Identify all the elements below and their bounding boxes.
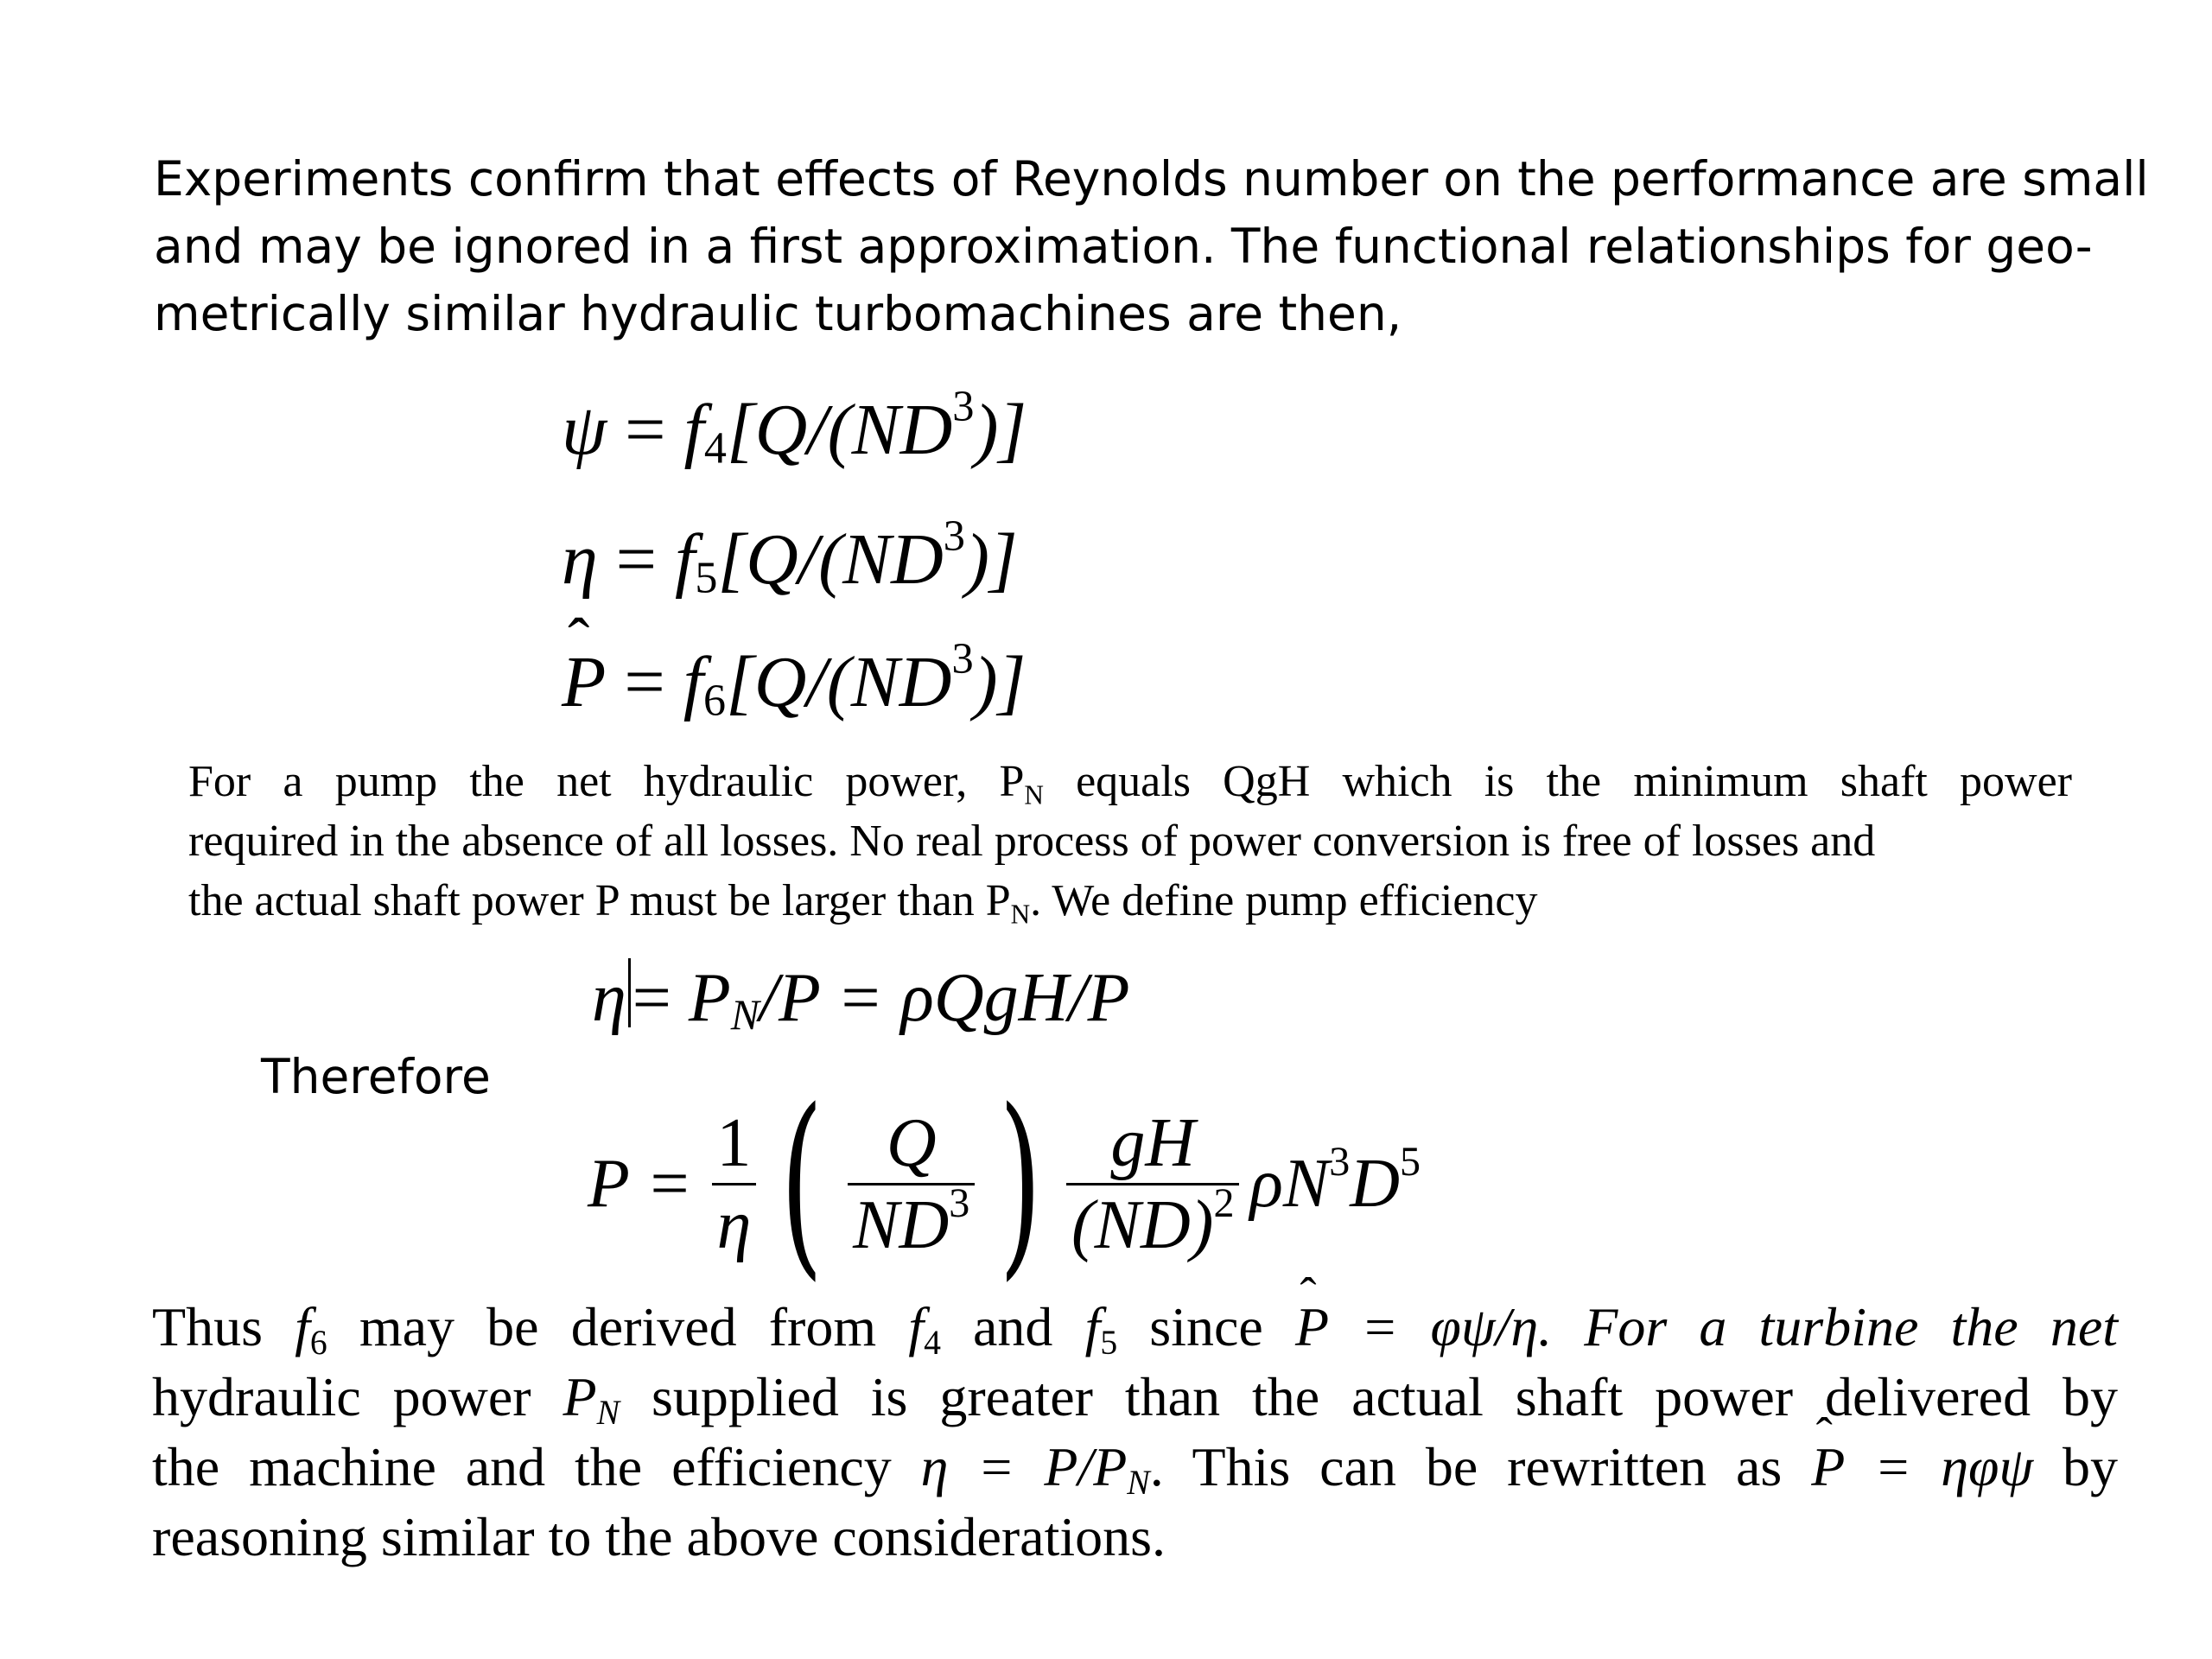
thus-l2-a: hydraulic power — [152, 1366, 563, 1427]
eq5-tail — [1249, 1138, 1421, 1224]
thus-l3-a: the machine and the efficiency — [152, 1436, 921, 1497]
eq1-fn: f — [683, 390, 704, 470]
pump-l1-sub: N — [1024, 779, 1044, 810]
eq1-lhs: ψ — [562, 390, 607, 470]
right-paren: ) — [999, 1068, 1042, 1299]
thus-l1-f5: f — [1084, 1296, 1101, 1357]
thus-l3-b: . This can be rewritten as — [1149, 1436, 1812, 1497]
eq1-exp: 3 — [952, 382, 975, 431]
eq3-exp: 3 — [951, 634, 974, 683]
thus-line-4: reasoning similar to the above considerations. — [152, 1506, 1166, 1567]
eq3-arg-tail: )] — [973, 642, 1027, 722]
equation-shaft-power — [588, 1068, 1421, 1299]
eq5-f2-den: ND — [853, 1186, 950, 1263]
thus-l1-phat: ˆ P — [1295, 1292, 1329, 1362]
pump-line-2: required in the absence of all losses. No real process of power conversion is free of losses and — [188, 817, 1876, 866]
thus-paragraph — [152, 1292, 2118, 1572]
eq5-tail-d: D — [1350, 1145, 1400, 1222]
thus-l1-5: 5 — [1100, 1323, 1118, 1362]
eq5-f3-num: gH — [1110, 1104, 1196, 1181]
thus-l3-n: N — [1127, 1463, 1150, 1502]
eq5-f3-den: (ND) — [1071, 1186, 1214, 1263]
eq5-fraction-3 — [1066, 1103, 1239, 1265]
eq2-lhs: η — [562, 519, 598, 600]
eq2-exp: 3 — [943, 512, 965, 561]
eq3-arg-head: [Q/(ND — [726, 642, 952, 722]
eq5-tail-exp2: 5 — [1399, 1138, 1421, 1185]
eq3-fn: f — [683, 642, 704, 722]
thus-l2-p: P — [563, 1366, 597, 1427]
therefore-label: Therefore — [261, 1049, 491, 1104]
thus-l2-b: supplied is greater than the actual shaft power delivered by — [620, 1366, 2119, 1427]
eq4-mid: P — [688, 960, 731, 1036]
thus-line-3 — [152, 1432, 2118, 1502]
thus-l3-c: = ηφψ — [1845, 1436, 2034, 1497]
thus-l1-d: since — [1117, 1296, 1295, 1357]
eq2-arg-tail: )] — [965, 519, 1018, 600]
eq5-fraction-1 — [711, 1103, 756, 1265]
left-paren: ( — [780, 1068, 823, 1299]
thus-l3-phat: ˆ P — [1811, 1432, 1845, 1502]
intro-paragraph — [154, 145, 2149, 347]
eq4-lhs: η — [592, 960, 626, 1036]
intro-line-3: metrically similar hydraulic turbomachines are then, — [154, 286, 1402, 341]
intro-line-2: and may be ignored in a first approximation. The functional relationships for geo- — [154, 219, 2093, 274]
eq5-f1-num: 1 — [716, 1104, 752, 1181]
eq3-lhs: ˆ P — [562, 639, 606, 726]
eq5-lhs: P = — [588, 1145, 693, 1222]
eq5-f1-den: η — [712, 1183, 757, 1265]
thus-l3-eq: η = P/P — [920, 1436, 1128, 1497]
thus-l1-b: may be derived from — [327, 1296, 909, 1357]
eq1-arg-tail: )] — [974, 390, 1027, 470]
eq5-f2-den-exp: 3 — [949, 1179, 970, 1226]
eq4-mid-sub: N — [730, 990, 760, 1039]
pump-paragraph — [188, 752, 2072, 931]
equation-psi: $\psi = f4[Q/(ND^3)]$ — [562, 382, 1027, 474]
pump-l3-sub: N — [1010, 899, 1031, 930]
eq5-f2-num: Q — [886, 1104, 937, 1181]
eq5-tail-exp1: 3 — [1329, 1138, 1351, 1185]
intro-line-1: Experiments confirm that effects of Reynolds number on the performance are small — [154, 151, 2149, 207]
equation-pump-efficiency: η= PN/P = ρQgH/P — [592, 960, 1130, 1039]
thus-l1-a: Thus — [152, 1296, 296, 1357]
pump-l3-a: the actual shaft power P must be larger than P — [188, 876, 1011, 925]
pump-line-1 — [188, 752, 2072, 811]
eq5-fraction-2 — [848, 1103, 975, 1265]
text-cursor — [628, 958, 631, 1027]
eq1-arg-head: [Q/(ND — [726, 390, 953, 470]
pump-line-3 — [188, 871, 2072, 931]
eq3-idx: 6 — [703, 676, 727, 726]
equation-eta: $\eta = f5[Q/(ND^3)]$ — [562, 512, 1018, 603]
thus-l1-6: 6 — [309, 1323, 327, 1362]
eq5-f3-den-exp: 2 — [1213, 1179, 1235, 1226]
pump-l1-a: For a pump the net hydraulic power, P — [188, 757, 1025, 806]
eq5-tail-rhon: ρN — [1249, 1145, 1330, 1222]
eq1-idx: 4 — [703, 423, 727, 474]
thus-l1-e: = φψ/η. For a turbine the net — [1329, 1296, 2119, 1357]
thus-l1-c: and — [940, 1296, 1085, 1357]
eq2-arg-head: [Q/(ND — [717, 519, 944, 600]
thus-l1-4: 4 — [924, 1323, 941, 1362]
pump-l1-b: equals QgH which is the minimum shaft power — [1043, 757, 2072, 806]
eq4-rhs: /P = ρQgH/P — [759, 960, 1130, 1036]
eq5-f2-den-wrap — [848, 1179, 975, 1265]
equation-p-hat: ˆ $P = f6[Q/(ND^3)]$ — [562, 639, 1026, 744]
thus-l2-n: N — [596, 1393, 620, 1432]
thus-line-1 — [152, 1292, 2118, 1362]
thus-l1-f4: f — [908, 1296, 925, 1357]
eq2-fn: f — [675, 519, 696, 600]
eq5-f3-den-wrap — [1066, 1179, 1239, 1265]
eq2-idx: 5 — [695, 553, 718, 603]
thus-l1-f6: f — [295, 1296, 310, 1357]
pump-l3-b: . We define pump efficiency — [1030, 876, 1538, 925]
thus-l3-d: by — [2033, 1436, 2119, 1497]
